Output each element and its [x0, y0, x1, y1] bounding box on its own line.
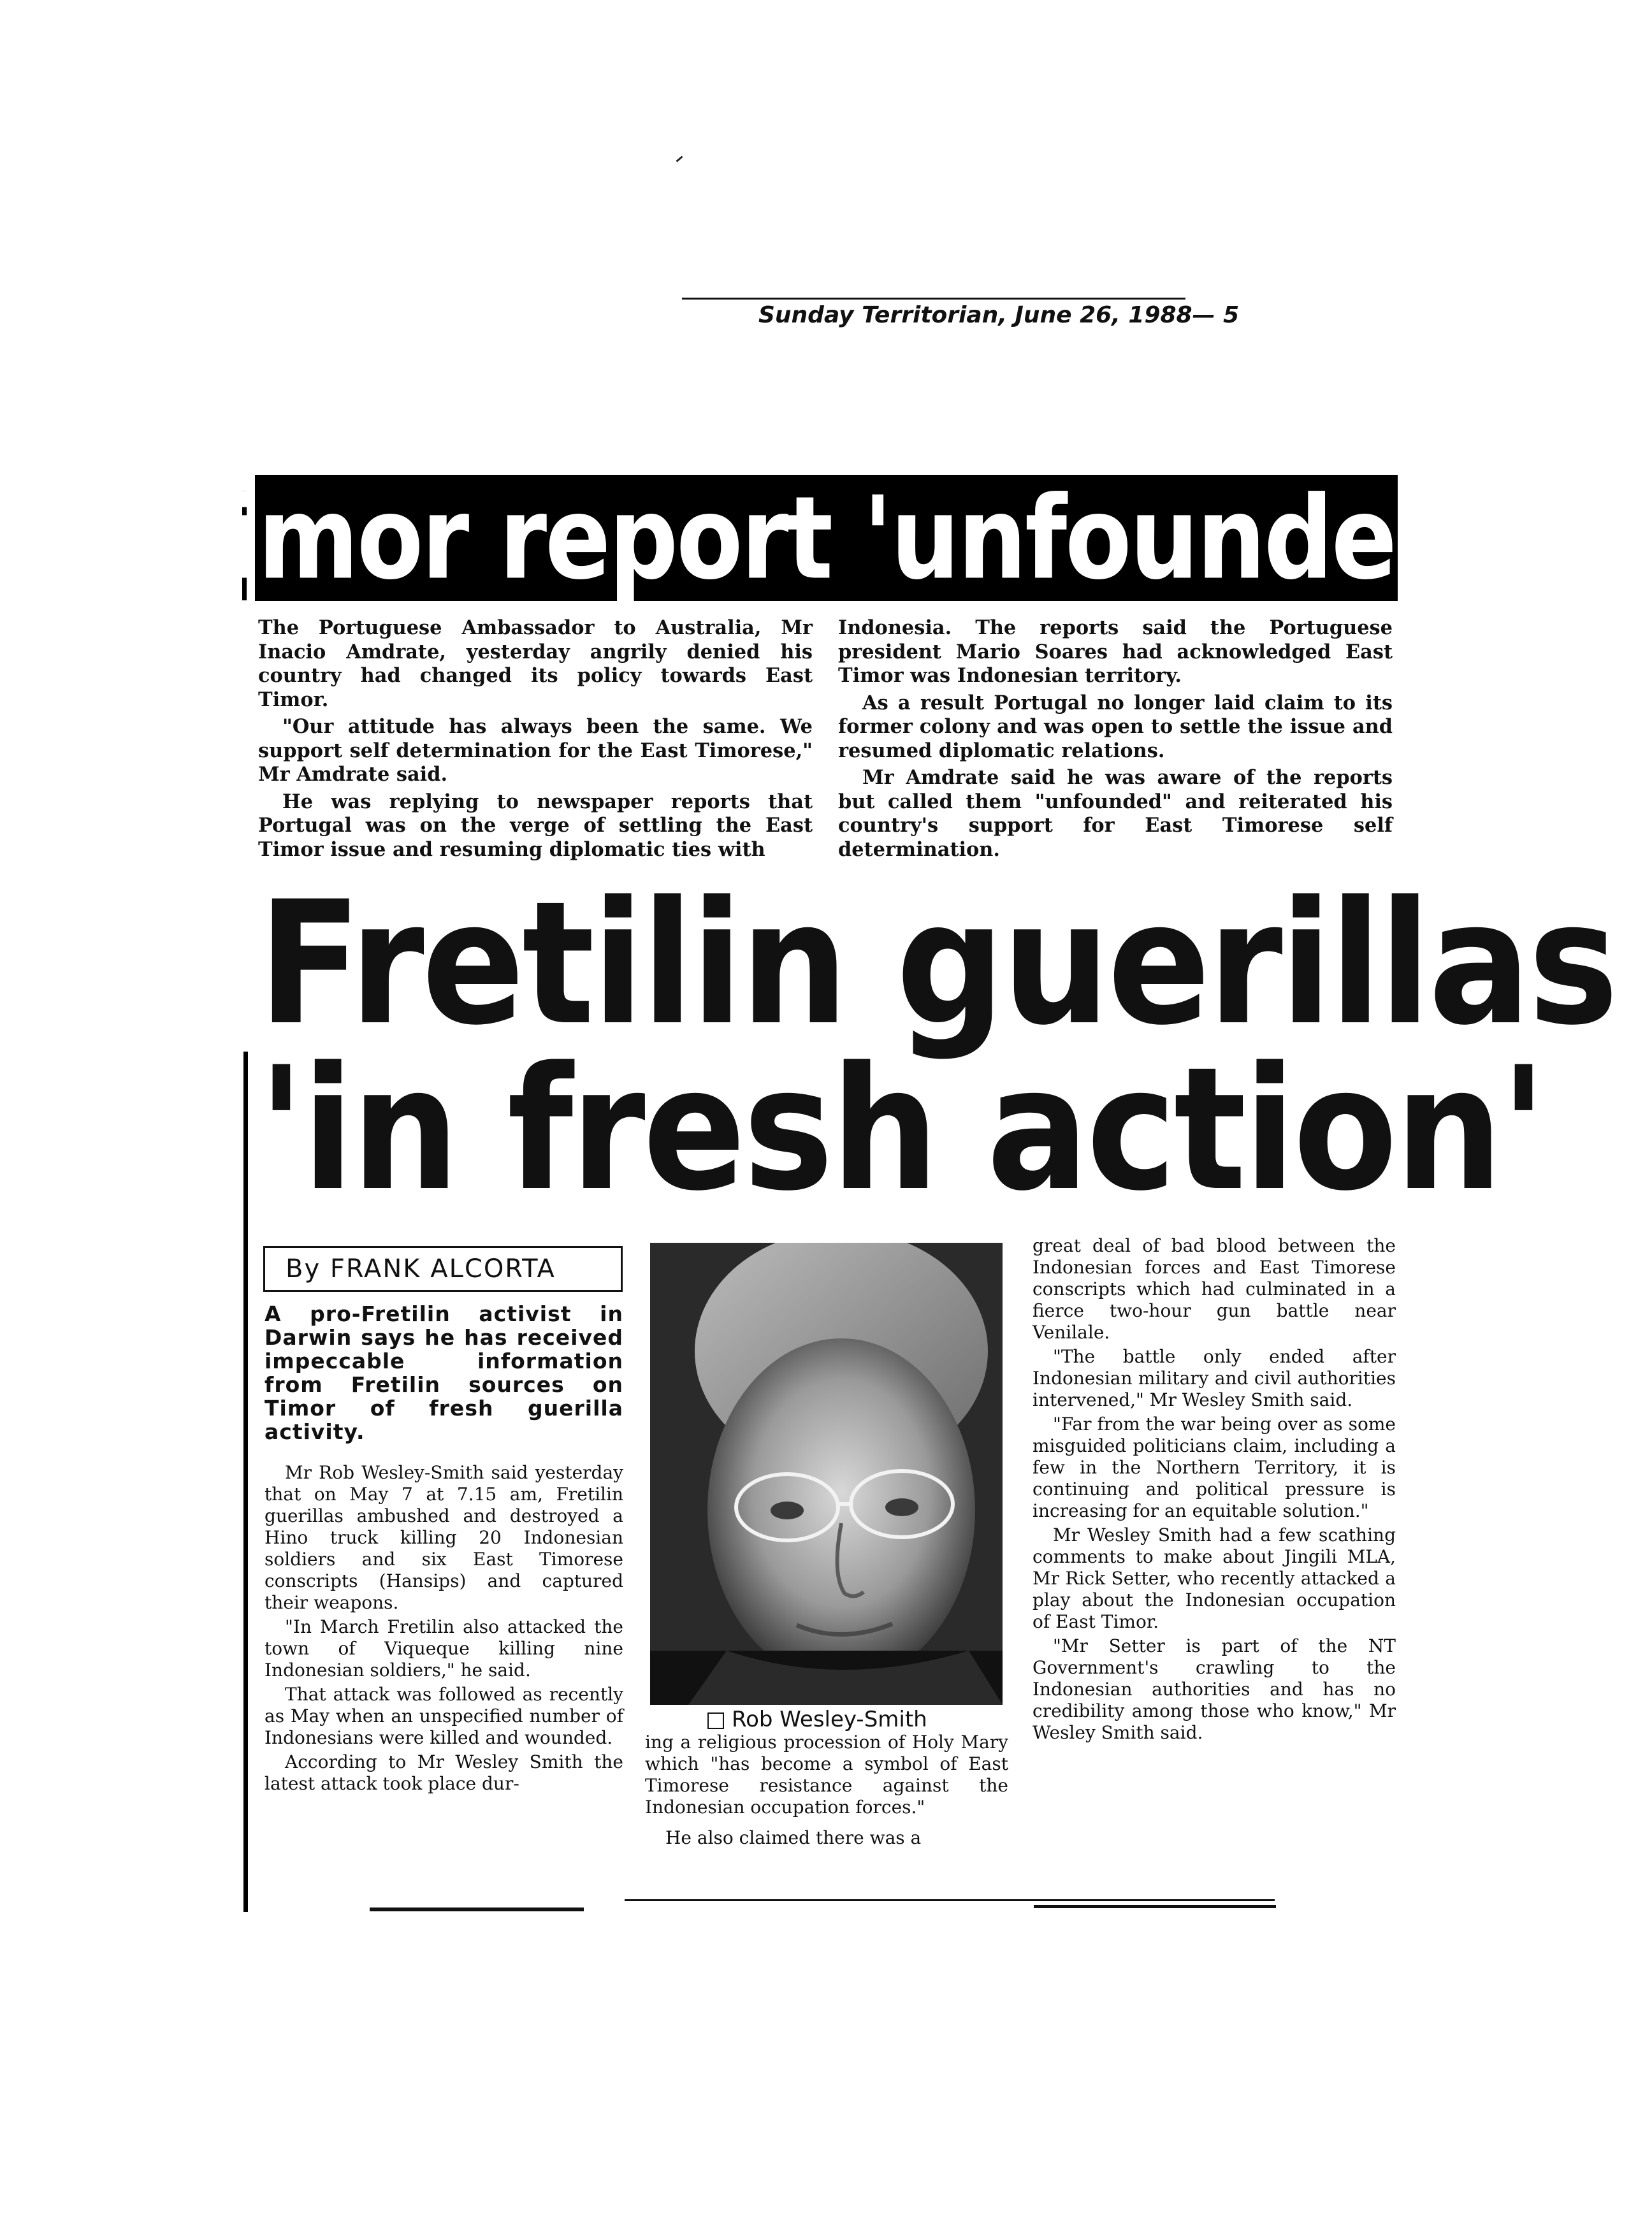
story1-paragraph: Indonesia. The reports said the Portuguese president Mario Soares had acknowledged East Timor was Indonesian territory.: [838, 616, 1393, 687]
story2-paragraph: ing a religious procession of Holy Mary which "has become a symbol of East Timorese resistance against the Indonesian occupation forces.": [645, 1732, 1008, 1818]
story2-paragraph: "Far from the war being over as some misguided politicians claim, including a few in the Northern Territory, it is continuing and political pressure is increasing for an equitable solution.": [1032, 1414, 1396, 1521]
story1-paragraph: "Our attitude has always been the same. We support self determination for the East Timorese," Mr Amdrate said.: [258, 715, 813, 786]
story2-paragraph: great deal of bad blood between the Indonesian forces and East Timorese conscripts which had culminated in a fierce two-hour gun battle near Venilale.: [1032, 1235, 1396, 1343]
story2-paragraph: Mr Wesley Smith had a few scathing comments to make about Jingili MLA, Mr Rick Setter, who recently attacked a play about the Indonesian occupation of East Timor.: [1032, 1524, 1396, 1632]
story2-paragraph: That attack was followed as recently as May when an unspecified number of Indonesians were killed and wounded.: [264, 1684, 623, 1748]
story2-middle-column: [645, 1732, 1008, 1849]
photo-caption-text: Rob Wesley-Smith: [732, 1707, 927, 1732]
story2-paragraph: "The battle only ended after Indonesian military and civil authorities intervened," Mr Wesley Smith said.: [1032, 1346, 1396, 1410]
story2-intro: A pro-Fretilin activist in Darwin says he has received impeccable information from Fretilin sources on Timor of fresh guerilla activity.: [264, 1301, 623, 1444]
story2-headline-line2: 'in fresh action': [258, 1031, 1544, 1229]
print-speck: [676, 156, 683, 162]
story1-paragraph: He was replying to newspaper reports that Portugal was on the verge of settling the East Timor issue and resuming diplomatic ties with: [258, 790, 813, 861]
story2-paragraph: "In March Fretilin also attacked the town of Viqueque killing nine Indonesian soldiers," he said.: [264, 1616, 623, 1681]
masthead: Sunday Territorian, June 26, 1988— 5: [758, 302, 1240, 328]
story1-right-column: [838, 616, 1393, 862]
story1-left-column: [258, 616, 813, 862]
story2-paragraph: "Mr Setter is part of the NT Government's crawling to the Indonesian authorities and has no credibility among those who know," Mr Wesley Smith said.: [1032, 1635, 1396, 1743]
portrait-photo: [650, 1243, 1003, 1705]
story1-paragraph: As a result Portugal no longer laid claim to its former colony and was open to settle the issue and resumed diplomatic relations.: [838, 691, 1393, 762]
byline: By FRANK ALCORTA: [263, 1246, 623, 1292]
story1-paragraph: Mr Amdrate said he was aware of the reports but called them "unfounded" and reiterated his country's support for East Timorese self determination.: [838, 766, 1393, 861]
story1-paragraph: The Portuguese Ambassador to Australia, Mr Inacio Amdrate, yesterday angrily denied his country had changed its policy towards East Timor.: [258, 616, 813, 711]
bottom-rule-right: [1034, 1905, 1276, 1908]
story2-right-column: [1032, 1235, 1396, 1744]
bottom-rule: [625, 1899, 1275, 1901]
story2-paragraph: Mr Rob Wesley-Smith said yesterday that on May 7 at 7.15 am, Fretilin guerillas ambushed and destroyed a Hino truck killing 20 Indonesian soldiers and six East Timorese conscripts (Hansips) and captured their weapons.: [264, 1462, 623, 1613]
story2-headline-line1: Fretilin guerillas: [258, 865, 1616, 1063]
portrait-illustration: [650, 1243, 1003, 1705]
left-column-rule: [243, 1052, 248, 1912]
bottom-rule-left: [370, 1908, 584, 1911]
caption-box-icon: [707, 1712, 724, 1729]
story2-paragraph: He also claimed there was a: [665, 1827, 922, 1848]
story1-headline: Timor report 'unfounded': [162, 471, 1491, 605]
story2-left-column: [264, 1459, 623, 1795]
masthead-rule: [682, 298, 1185, 300]
story2-paragraph: According to Mr Wesley Smith the latest attack took place dur-: [264, 1751, 623, 1794]
photo-caption: [707, 1707, 1001, 1732]
headline-bar: [162, 471, 1491, 605]
